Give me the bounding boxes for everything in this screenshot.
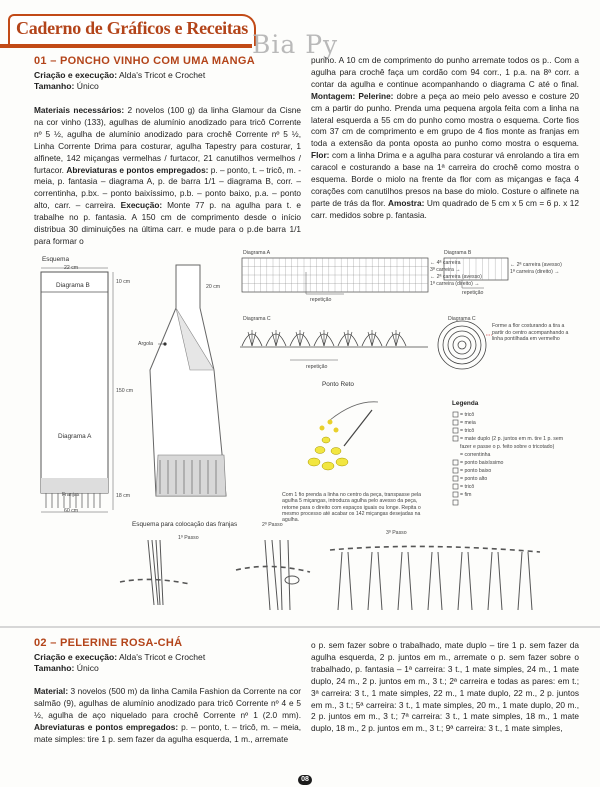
step-2-label: 2º Passo (262, 522, 283, 528)
diagram-a-rows: ← 4ª carreira 3ª carreira → ← 2ª carreira (avesso) 1ª carreira (direito) → (430, 260, 482, 287)
diagram-a-title: Diagrama A (243, 250, 271, 256)
diagram-b-label: Diagrama B (56, 282, 90, 289)
ponto-reto-title: Ponto Reto (322, 381, 354, 388)
seam-length-label: 20 cm (206, 284, 221, 290)
pattern-2-left-column: Material: 3 novelos (500 m) da linha Camila Fashion da Corrente na cor salmão (9), agulhas de alumínio anodizado para tricô Corrente nº 4 e 5 ½, agulha de aço niquelado para crochê Corrente nº 1 (2.0 mm). Abreviaturas e pontos empregados: p. – ponto, t. – tricô, m. – meia, mate simples: tire 1 p. sem fazer da agulha esquerda, 1 m., arremate (34, 686, 301, 744)
flower-spiral (438, 321, 486, 369)
repeat-label-a: repetição (310, 297, 332, 303)
repeat-label-b: repetição (462, 290, 484, 296)
legend-symbols (453, 412, 458, 505)
flower-diagram-title: Diagrama C (448, 316, 476, 322)
poncho-schematic (41, 272, 108, 493)
page-number: 08 (298, 775, 312, 785)
fringe-band (41, 478, 108, 493)
section-divider (0, 626, 600, 628)
fringe-label: Franjas (62, 492, 80, 498)
legend-list: = tricô = meia = tricô = mate duplo (2 p. juntos em m. tire 1 p. sem fazer e passe o p. feito sobre o tricotado) = correntinha = ponto baixíssimo = ponto baixo = ponto alto = tricô = fim (460, 412, 564, 498)
flower-note: Forme a flor costurando a tira a partir do centro acompanhando a linha pontilhada em vermelho (492, 323, 569, 342)
diagram-b-title: Diagrama B (444, 250, 472, 256)
diagram-a-label: Diagrama A (58, 433, 92, 440)
schematic-label: Esquema (42, 256, 69, 263)
diagram-b-rows: ← 2ª carreira (avesso) 1ª carreira (direito) → (510, 262, 562, 275)
legend-title: Legenda (452, 400, 479, 407)
pattern-1-credit: Criação e execução: Alda's Tricot e Crochet (34, 70, 206, 80)
diagram-c-title: Diagrama C (243, 316, 271, 322)
body-length-label: 150 cm (116, 388, 134, 394)
pattern-1-left-column: Materiais necessários: 2 novelos (100 g) da linha Glamour da Cisne na cor vinho (133), agulhas de alumínio anodizado para tricô Corrente nº 5 ½, agulha de alumínio anodizado para crochê Corrente nº 5 ½, Linha Corrente Drima para costurar, agulha Tapestry para costurar, 1 alfinete, 142 miçangas vermelhas / furtacor, 21 canutilhos vermelhos / furtacor. Abreviaturas e pontos empregados: p. – ponto, t. – tricô, m. - meia, p. fantasia – diagrama A, p. de barra 1/1 – diagrama B, corr. – correntinha, p.bx. – ponto baixíssimo, p.b. – ponto baixo, p.a. – ponto alto, carr. – carreira. Execução: Monte 77 p. na agulha para t. e trabalhe no p. fantasia. A 150 cm de comprimento desde o início distribua 30 diminuições na última carr. e mude para o p.de barra 1/1 para formar o (34, 105, 301, 246)
pattern-2-size: Tamanho: Único (34, 663, 99, 673)
section-title: Caderno de Gráficos e Receitas (16, 18, 248, 38)
pattern-2-right-column: o p. sem fazer sobre o trabalhado, mate duplo – tire 1 p. sem fazer da agulha esquerda, 2 p. juntos em m., arremate o p. sem fazer sobre o trabalhado, p. fantasia – 1ª carreira: 3 t., 1 mate simples, 24 m., 1 mate duplo, 24 m., 2 p. juntos em m., 3 t.; 2ª carreira e todas as pares: em t.; 3ª carreira: 3 t., 1 mate simples, 22 m., 1 mate duplo, 22 m., 2 p. juntos em m., 3 t.; 5ª carreira: 3 t., 1 mate simples, 20 m., 1 mate duplo, 20 m., 2 p. juntos em m., 3 t.; 7ª carreira: 3 t., 1 mate simples, 18 m., 1 mate duplo, 18 m., 2 p. juntos em m., 3 t.; 9ª carreira: 3 t., 1 mate simples, (311, 640, 579, 734)
step-3-label: 3º Passo (386, 530, 407, 536)
pattern-1-right-column: punho. A 10 cm de comprimento do punho arremate todos os p.. Com a agulha para crochê faça um cordão com 94 corr., 1 p.a. na 8ª corr. a contar da agulha e continue acompanhando o diagrama C até o final. Montagem: Pelerine: dobre a peça ao meio pelo avesso e costure 20 cm a partir do punho. Prenda uma pequena argola feita com a linha na lateral esquerda a 55 cm do punho como mostra o esquema. Corte fios com 37 cm de comprimento e em grupo de 4 fios monte as franjas em toda a extensão da ponta oposta ao punho como mostra o esquema. Flor: com a linha Drima e a agulha para costurar vá enrolando a tira em caracol e costurando a base na 1ª carreira do crochê como mostra o esquema. Borde o miolo na frente da flor com as miçangas e faça 4 corações com canutilhos presos na base do miolo. Costure o alfinete na parte de trás da flor. Amostra: Um quadrado de 5 cm x 5 cm = 6 p. x 12 carr. medidos sobre p. fantasia. (311, 55, 579, 220)
diagram-a-grid (242, 258, 428, 292)
watermark: Bia Py (252, 30, 339, 59)
step-1-label: 1º Passo (178, 535, 199, 541)
width-top-label: 22 cm (64, 265, 79, 271)
pattern-2-title: 02 – PELERINE ROSA-CHÁ (34, 637, 183, 649)
repeat-label-c: repetição (306, 364, 328, 370)
beads-note: Com 1 fio prenda a linha no centro da peça, transpasse pela agulha 5 miçangas, introduza agulha pelo avesso da peça, retorne para o direito com espaços iguais ou longe. Repita o mesmo processo até acabar os 142 miçangas desejadas na agulha. (282, 492, 421, 524)
pattern-2-credit: Criação e execução: Alda's Tricot e Crochet (34, 652, 206, 662)
diagram-c-stitches (248, 330, 400, 346)
width-bottom-label: 60 cm (64, 508, 79, 514)
fringe-schematic-title: Esquema para colocação das franjas (132, 521, 238, 528)
cuff-length-label: 10 cm (116, 279, 131, 285)
header-rule (0, 44, 252, 48)
diagram-c-chain (240, 334, 428, 347)
pattern-1-size: Tamanho: Único (34, 81, 99, 91)
fringe-length-label: 18 cm (116, 493, 131, 499)
ponto-reto-drawing (308, 402, 378, 470)
pattern-1-title: 01 – PONCHO VINHO COM UMA MANGA (34, 55, 255, 67)
ring-label: Argola (138, 341, 153, 347)
fringe-steps (120, 540, 540, 610)
